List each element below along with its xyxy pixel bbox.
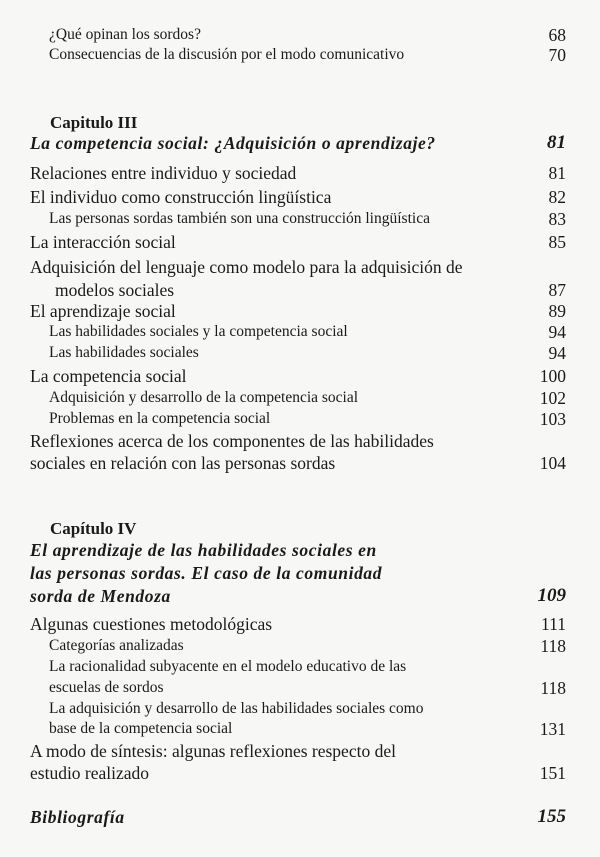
page-number: 104: [539, 453, 566, 473]
page-number: 94: [548, 343, 566, 363]
page-number: 68: [548, 25, 566, 45]
page-number: 87: [548, 280, 566, 300]
chapter-title-line: las personas sordas. El caso de la comunidad: [30, 563, 383, 583]
toc-entry: A modo de síntesis: algunas reflexiones respecto del: [30, 741, 396, 761]
toc-subentry: Adquisición y desarrollo de la competencia social: [49, 389, 359, 406]
toc-entry: ¿Qué opinan los sordos?: [49, 26, 201, 43]
page-number: 94: [548, 322, 566, 342]
page-number: 85: [548, 232, 566, 252]
toc-entry-continued: sociales en relación con las personas sordas: [30, 453, 336, 473]
toc-entry: El aprendizaje social: [30, 301, 176, 321]
toc-subentry-continued: escuelas de sordos: [49, 679, 164, 696]
toc-subentry: La racionalidad subyacente en el modelo educativo de las: [49, 658, 407, 675]
chapter-label: Capitulo III: [50, 113, 138, 132]
chapter-page: 109: [537, 585, 566, 606]
toc-entry: La interacción social: [30, 232, 176, 252]
toc-entry: Consecuencias de la discusión por el modo comunicativo: [49, 46, 405, 63]
page-number: 82: [548, 187, 566, 207]
page-number: 131: [539, 719, 566, 739]
toc-subentry: Las habilidades sociales y la competencia social: [49, 323, 348, 340]
toc-entry-continued: estudio realizado: [30, 763, 150, 783]
chapter-title-line: El aprendizaje de las habilidades sociales en: [30, 540, 377, 560]
chapter-title-line: sorda de Mendoza: [30, 586, 171, 606]
toc-subentry: Categorías analizadas: [49, 637, 184, 654]
toc-subentry: La adquisición y desarrollo de las habilidades sociales como: [49, 700, 424, 717]
page-number: 102: [539, 388, 566, 408]
page-number: 83: [548, 209, 566, 229]
page-number: 81: [548, 163, 566, 183]
toc-entry-continued: modelos sociales: [55, 280, 175, 300]
toc-subentry: Problemas en la competencia social: [49, 410, 271, 427]
page-number: 151: [539, 763, 566, 783]
chapter-label: Capítulo IV: [50, 519, 137, 538]
toc-subentry: Las personas sordas también son una construcción lingüística: [49, 210, 430, 227]
page-number: 118: [540, 636, 566, 656]
page-number: 103: [539, 409, 566, 429]
page-number: 111: [541, 614, 566, 634]
toc-entry: Relaciones entre individuo y sociedad: [30, 163, 297, 183]
toc-entry: Reflexiones acerca de los componentes de las habilidades: [30, 431, 434, 451]
bibliography-heading: Bibliografía: [30, 807, 125, 827]
bibliography-page: 155: [537, 806, 566, 827]
page-number: 70: [548, 45, 566, 65]
toc-entry: El individuo como construcción lingüística: [30, 187, 332, 207]
toc-subentry-continued: base de la competencia social: [49, 720, 233, 737]
toc-subentry: Las habilidades sociales: [49, 344, 199, 361]
toc-entry: Algunas cuestiones metodológicas: [30, 614, 273, 634]
page-number: 89: [548, 301, 566, 321]
toc-entry: Adquisición del lenguaje como modelo para la adquisición de: [30, 257, 463, 277]
chapter-page: 81: [547, 132, 566, 153]
toc-entry: La competencia social: [30, 366, 187, 386]
chapter-title: La competencia social: ¿Adquisición o aprendizaje?: [30, 133, 436, 153]
page-number: 118: [540, 678, 566, 698]
page-number: 100: [539, 366, 566, 386]
